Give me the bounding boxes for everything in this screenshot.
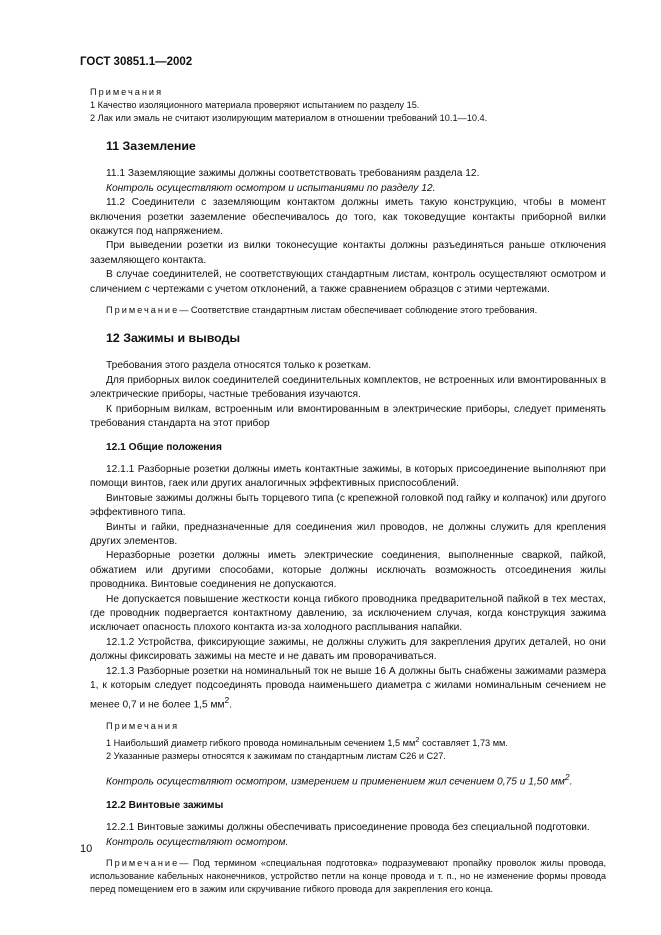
note-item <box>90 733 606 750</box>
paragraph: При выведении розетки из вилки токонесущие контакты должны разъединяться раньше отключения заземляющего контакта. <box>90 240 606 266</box>
control-text <box>90 770 606 790</box>
note-item-tail: составляет 1,73 мм. <box>419 738 508 749</box>
note <box>90 857 606 896</box>
paragraph: Винтовые зажимы должны быть торцевого типа (с крепежной головкой под гайку и колпачок) или другого эффективного типа. <box>90 492 606 519</box>
section-heading: 12 Зажимы и выводы <box>106 331 241 346</box>
clause: 12.1.1 Разборные розетки должны иметь контактные зажимы, в которых присоединение выполняют при помощи винтов, гаек или других аналогичных эффективных приспособлений. <box>90 463 606 490</box>
clause-text: 12.1.3 Разборные розетки на номинальный ток не выше 16 А должны быть снабжены зажимами размера 1, к которым следует подсоединять провода наименьшего диаметра с жилами номинальным сечением не менее 0,7 и не более 1,5 мм <box>90 665 606 711</box>
punctuation: . <box>569 776 573 788</box>
page-number: 10 <box>80 843 93 855</box>
note-item: 2 Указанные размеры относятся к зажимам по стандартным листам С26 и С27. <box>106 751 446 762</box>
note-item: 1 Качество изоляционного материала проверяют испытанием по разделу 15. <box>90 100 420 110</box>
section-heading: 11 Заземление <box>106 139 196 153</box>
note-label: Примечание <box>106 858 180 869</box>
note-title: Примечания <box>106 721 180 732</box>
paragraph: Требования этого раздела относятся только к розеткам. <box>106 360 372 372</box>
paragraph: Для приборных вилок соединителей соединительных комплектов, не встроенных или вмонтированных в электрические приборы, частные требования изучаются. <box>90 374 606 401</box>
superscript: 2 <box>224 695 230 706</box>
superscript: 2 <box>415 735 420 745</box>
note <box>90 304 606 317</box>
punctuation: . <box>229 699 233 711</box>
note-title: Примечания <box>90 87 164 97</box>
paragraph: К приборным вилкам, встроенным или вмонтированным в электрические приборы, следует применять требования стандарта на этот прибор <box>90 403 606 430</box>
superscript: 2 <box>564 772 570 783</box>
note-block <box>90 86 606 125</box>
control-text: Контроль осуществляют осмотром. <box>106 836 289 848</box>
paragraph: В случае соединителей, не соответствующих стандартным листам, контроль осуществляют осмотром и сличением с чертежами с учетом отклонений, а также сравнением образцов с этими чертежами. <box>90 269 606 295</box>
clause: 11.2 Соединители с заземляющим контактом должны иметь такую конструкцию, чтобы в момент включения розетки заземление обеспечивалось до того, как токоведущие контакты приборной вилки окажутся под напряжением. <box>90 197 606 238</box>
paragraph: Винты и гайки, предназначенные для соединения жил проводов, не должны служить для крепления других элементов. <box>90 521 606 547</box>
subsection-heading: 12.2 Винтовые зажимы <box>106 800 224 812</box>
clause: 12.1.2 Устройства, фиксирующие зажимы, не должны служить для закрепления других деталей, но они должны фиксировать зажимы на месте и не давать им проворачиваться. <box>90 636 606 663</box>
note-item-text: 1 Наибольший диаметр гибкого провода номинальным сечением 1,5 мм <box>106 738 416 749</box>
standard-header: ГОСТ 30851.1—2002 <box>80 56 193 68</box>
page-content <box>90 86 606 896</box>
paragraph: Неразборные розетки должны иметь электрические соединения, выполненные сваркой, пайкой, обжатием или другими способами, которые должны исключать возможность отсоединения жилы проводника. Винтовые соединения не допускаются. <box>90 550 606 591</box>
note-block <box>90 720 606 763</box>
subsection-heading: 12.1 Общие положения <box>106 441 222 453</box>
clause <box>90 665 606 714</box>
clause: 12.2.1 Винтовые зажимы должны обеспечивать присоединение провода без специальной подготовки. <box>106 822 590 834</box>
note-label: Примечание <box>106 305 180 316</box>
note-item: 2 Лак или эмаль не считают изолирующим материалом в отношении требований 10.1—10.4. <box>90 113 488 123</box>
note-text: — Соответствие стандартным листам обеспечивает соблюдение этого требования. <box>179 305 538 316</box>
note-text: — Под термином «специальная подготовка» подразумевают пропайку проволок жилы провода, использование кабельных наконечников, устройство петли на конце провода и т. п., но не изменение формы провода перед помещением его в зажим или скручивание гибкого провода для закрепления его конца. <box>90 858 606 895</box>
paragraph: Не допускается повышение жесткости конца гибкого проводника предварительной пайкой в тех местах, где проводник подвергается контактному давлению, за исключением случая, когда конструкция зажима исключает опасность плохого контакта из-за холодного расплывания напайки. <box>90 593 606 634</box>
clause: 11.1 Заземляющие зажимы должны соответствовать требованиям раздела 12. <box>106 168 480 180</box>
control-text: Контроль осуществляют осмотром и испытаниями по разделу 12. <box>106 182 436 194</box>
control-main: Контроль осуществляют осмотром, измерением и применением жил сечением 0,75 и 1,50 мм <box>106 776 565 788</box>
